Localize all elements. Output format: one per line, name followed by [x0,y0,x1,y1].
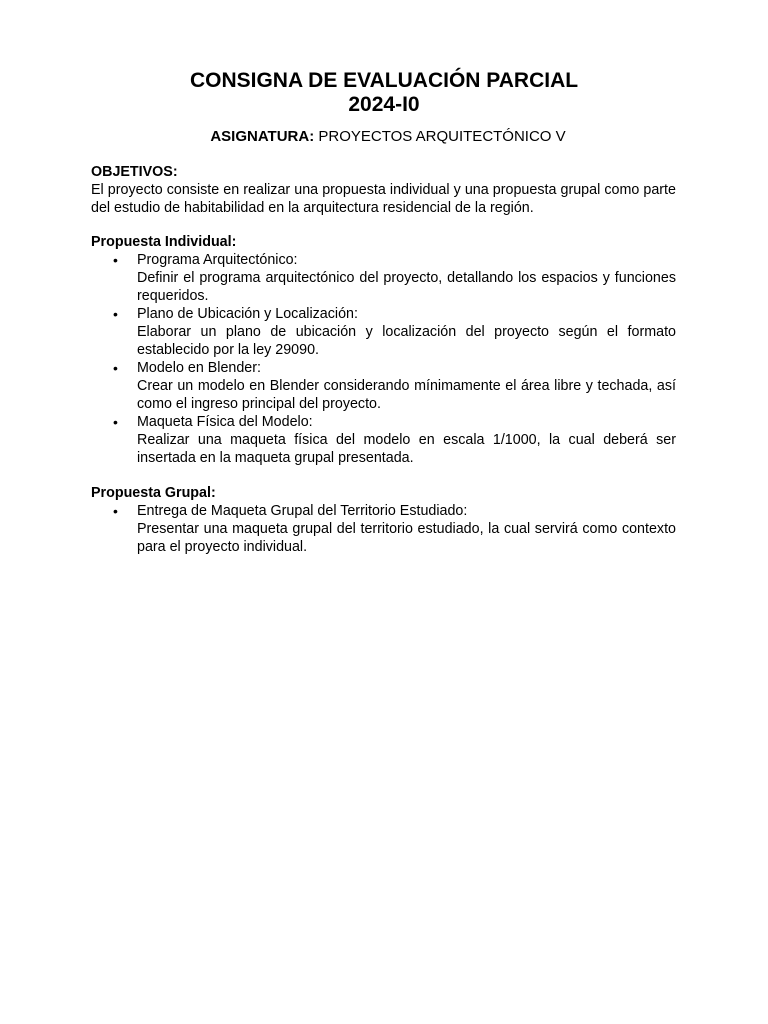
subject-value: PROYECTOS ARQUITECTÓNICO V [318,128,566,145]
individual-proposal-section [91,233,676,467]
list-item [91,359,676,413]
item-title: Programa Arquitectónico: [137,252,298,268]
item-description: Elaborar un plano de ubicación y localización del proyecto según el formato establecido por la ley 29090. [137,324,676,358]
list-item [91,305,676,359]
objectives-text: El proyecto consiste en realizar una propuesta individual y una propuesta grupal como parte del estudio de habitabilidad en la arquitectura residencial de la región. [91,182,676,216]
bullet-icon: • [113,252,118,268]
document-period: 2024-I0 [348,93,420,116]
bullet-icon: • [113,360,118,376]
item-title: Entrega de Maqueta Grupal del Territorio Estudiado: [137,503,468,519]
subject-line [0,127,768,147]
item-description: Crear un modelo en Blender considerando mínimamente el área libre y techada, así como el ingreso principal del proyecto. [137,378,676,412]
list-item [91,251,676,305]
item-description: Presentar una maqueta grupal del territorio estudiado, la cual servirá como contexto para el proyecto individual. [137,521,676,555]
group-proposal-section [91,484,676,556]
bullet-icon: • [113,306,118,322]
bullet-icon: • [113,414,118,430]
objectives-section [91,163,676,217]
item-description: Definir el programa arquitectónico del proyecto, detallando los espacios y funciones requeridos. [137,270,676,304]
item-title: Modelo en Blender: [137,360,261,376]
subject-label: ASIGNATURA: [210,128,315,145]
individual-proposal-list [91,251,676,467]
group-proposal-heading: Propuesta Grupal: [91,485,216,501]
item-title: Plano de Ubicación y Localización: [137,306,358,322]
list-item [91,413,676,467]
group-proposal-list [91,502,676,556]
objectives-heading: OBJETIVOS: [91,164,178,180]
individual-proposal-heading: Propuesta Individual: [91,234,237,250]
bullet-icon: • [113,503,118,519]
list-item [91,502,676,556]
item-title: Maqueta Física del Modelo: [137,414,313,430]
item-description: Realizar una maqueta física del modelo en escala 1/1000, la cual deberá ser insertada en la maqueta grupal presentada. [137,432,676,466]
document-title: CONSIGNA DE EVALUACIÓN PARCIAL [189,69,579,92]
